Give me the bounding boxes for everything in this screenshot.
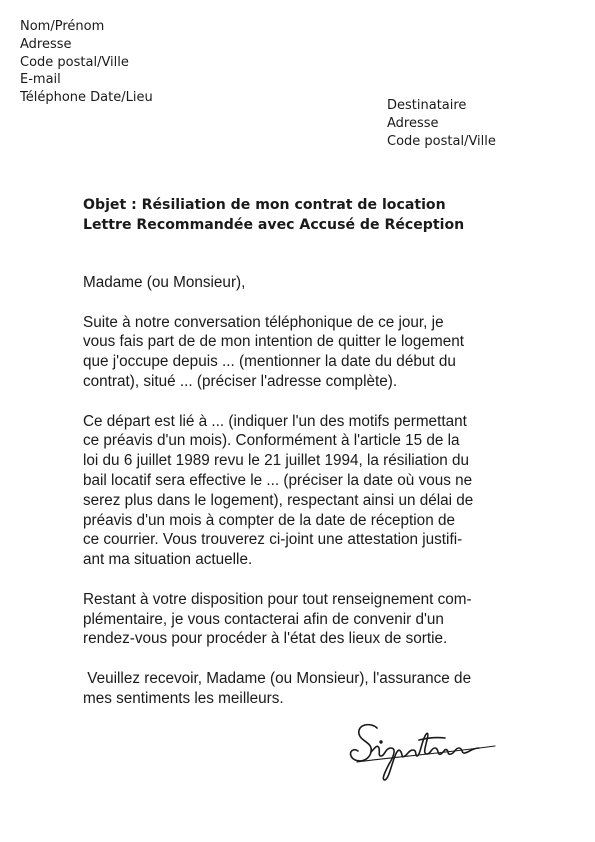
paragraph-line: préavis d'un mois à compter de la date de réception de	[83, 511, 455, 529]
paragraph-reason	[83, 412, 523, 570]
recipient-name: Destinataire	[387, 98, 467, 113]
paragraph-line: mes sentiments les meilleurs.	[83, 689, 284, 707]
paragraph-line: Restant à votre disposition pour tout renseignement com-	[83, 590, 472, 608]
paragraph-line: Ce départ est lié à ... (indiquer l'un des motifs permettant	[83, 412, 467, 430]
paragraph-line: ce courrier. Vous trouverez ci-joint une attestation justifi-	[83, 531, 463, 549]
sender-block	[20, 18, 153, 107]
paragraph-line: loi du 6 juillet 1989 revu le 21 juillet 1994, la résiliation du	[83, 452, 470, 470]
subject-block	[83, 195, 464, 235]
paragraph-availability	[83, 590, 523, 649]
salutation	[83, 273, 523, 293]
paragraph-line: plémentaire, je vous contacterai afin de convenir d'un	[83, 610, 444, 628]
handwritten-signature	[345, 718, 505, 788]
paragraph-line: bail locatif sera effective le ... (préciser la date où vous ne	[83, 471, 473, 489]
salutation-text: Madame (ou Monsieur),	[83, 274, 246, 291]
paragraph-line: ce préavis d'un mois). Conformément à l'article 15 de la	[83, 432, 460, 450]
recipient-postal-city: Code postal/Ville	[387, 133, 496, 149]
paragraph-line: serez plus dans le logement), respectant ainsi un délai de	[83, 491, 474, 509]
sender-postal-city: Code postal/Ville	[20, 54, 129, 70]
subject-line: Objet : Résiliation de mon contrat de location	[83, 197, 446, 213]
paragraph-line: vous fais part de de mon intention de quitter le logement	[83, 333, 464, 351]
delivery-mode-line: Lettre Recommandée avec Accusé de Réception	[83, 217, 465, 233]
sender-email: E-mail	[20, 72, 61, 88]
paragraph-notice	[83, 313, 523, 392]
closing-formula	[83, 669, 523, 709]
sender-phone-date-place: Téléphone Date/Lieu	[20, 90, 153, 106]
paragraph-line: ant ma situation actuelle.	[83, 551, 253, 569]
recipient-block	[387, 97, 496, 150]
sender-name: Nom/Prénom	[20, 19, 105, 34]
sender-address: Adresse	[20, 36, 72, 52]
paragraph-line: rendez-vous pour procéder à l'état des lieux de sortie.	[83, 630, 448, 648]
paragraph-line: Suite à notre conversation téléphonique de ce jour, je	[83, 313, 444, 331]
paragraph-line: que j'occupe depuis ... (mentionner la date du début du	[83, 353, 456, 371]
letter-body	[83, 273, 523, 709]
paragraph-line: contrat), situé ... (préciser l'adresse complète).	[83, 372, 398, 390]
recipient-address: Adresse	[387, 115, 439, 131]
paragraph-line: Veuillez recevoir, Madame (ou Monsieur), l'assurance de	[83, 669, 472, 687]
